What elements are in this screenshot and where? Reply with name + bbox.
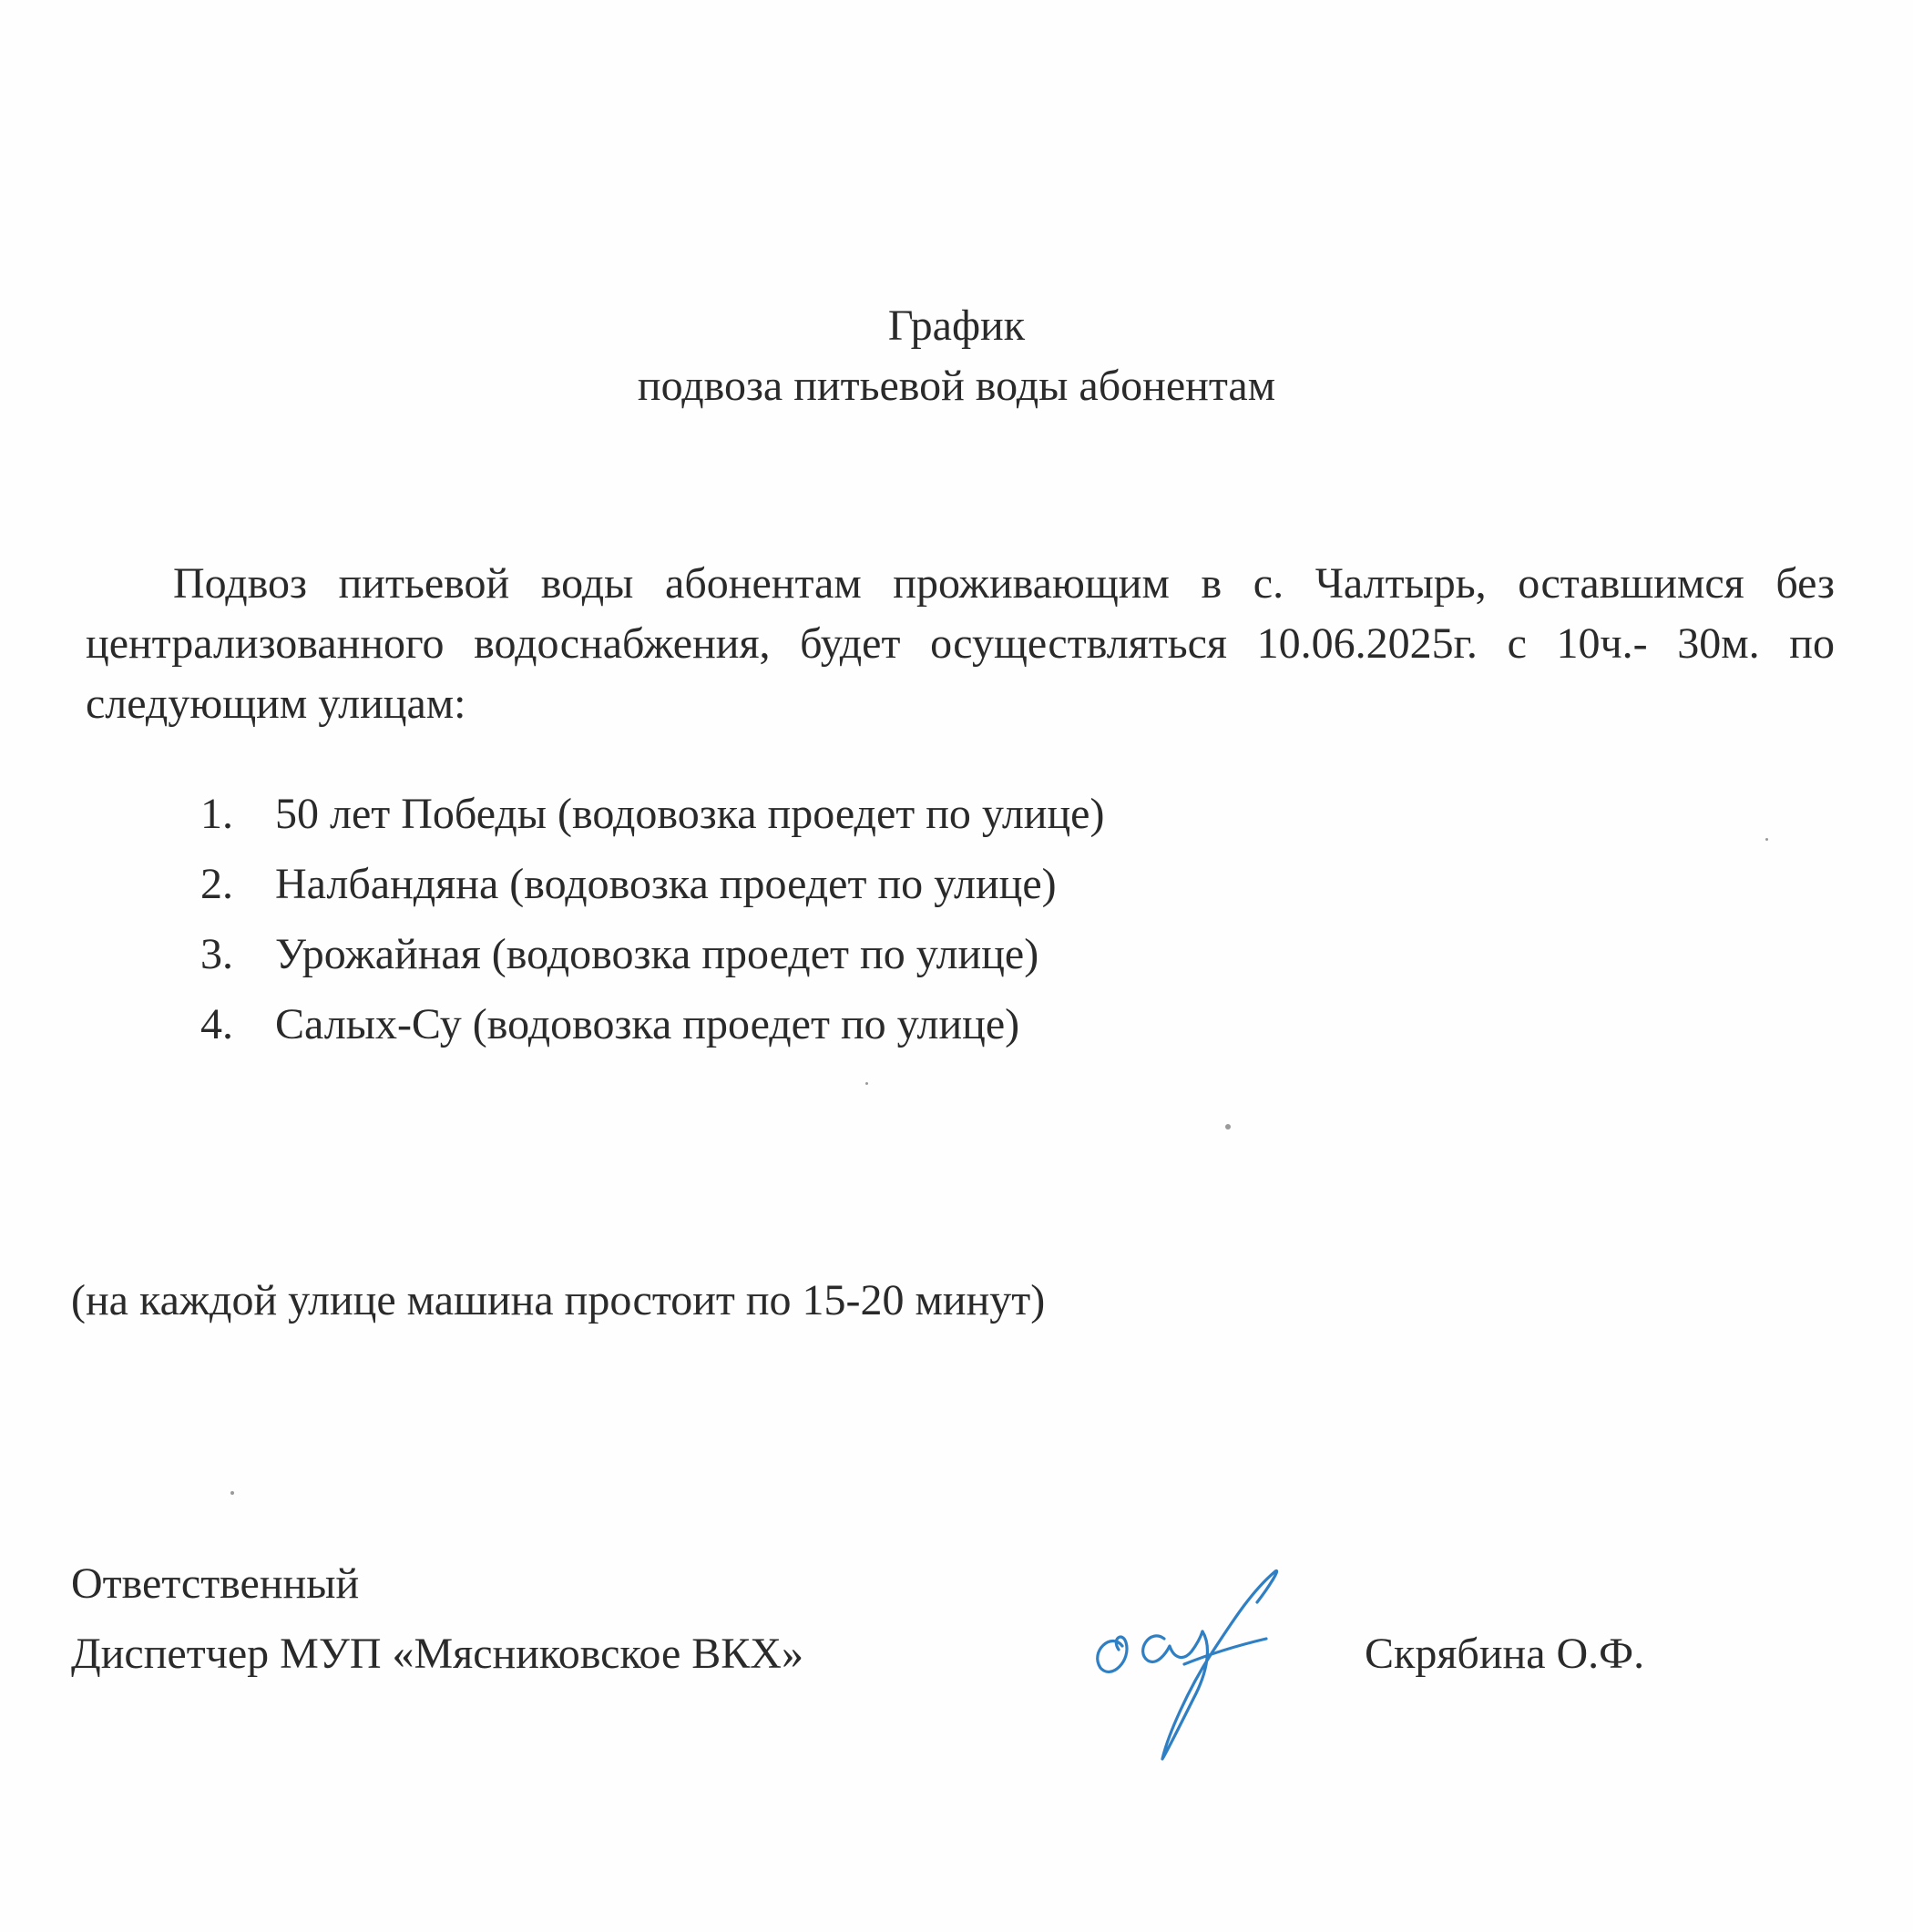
document-subtitle: подвоза питьевой воды абонентам — [637, 362, 1276, 410]
list-item — [200, 779, 1104, 849]
handwritten-signature — [1075, 1544, 1294, 1763]
scan-speck — [1225, 1124, 1231, 1130]
list-item-text: Салых-Су (водовозка проедет по улице) — [275, 1000, 1020, 1048]
responsible-label: Ответственный — [71, 1559, 360, 1608]
document-heading — [0, 296, 1913, 416]
list-item-text: Урожайная (водовозка проедет по улице) — [275, 930, 1039, 978]
document-title: График — [887, 302, 1026, 350]
list-item-text: Налбандяна (водовозка проедет по улице) — [275, 860, 1057, 908]
list-item-number: 3. — [200, 930, 233, 978]
list-item-number: 1. — [200, 790, 233, 838]
list-item — [200, 989, 1104, 1059]
signer-name: Скрябина О.Ф. — [1365, 1630, 1645, 1678]
list-item-text: 50 лет Победы (водовозка проедет по улице) — [275, 790, 1105, 838]
responsible-block — [71, 1549, 803, 1689]
scan-speck — [230, 1491, 234, 1495]
list-item — [200, 919, 1104, 989]
stop-duration-note: (на каждой улице машина простоит по 15-20 минут) — [71, 1276, 1046, 1324]
street-list — [200, 779, 1104, 1059]
list-item-number: 2. — [200, 860, 233, 908]
list-item — [200, 849, 1104, 919]
responsible-position: Диспетчер МУП «Мясниковское ВКХ» — [71, 1630, 803, 1678]
intro-paragraph: Подвоз питьевой воды абонентам проживающим в с. Чалтырь, оставшимся без централизованного водоснабжения, будет осуществляться 10.06.2025г. с 10ч.- 30м. по следующим улицам: — [86, 559, 1835, 728]
scan-speck — [865, 1082, 868, 1085]
list-item-number: 4. — [200, 1000, 233, 1048]
scan-speck — [1765, 838, 1768, 841]
